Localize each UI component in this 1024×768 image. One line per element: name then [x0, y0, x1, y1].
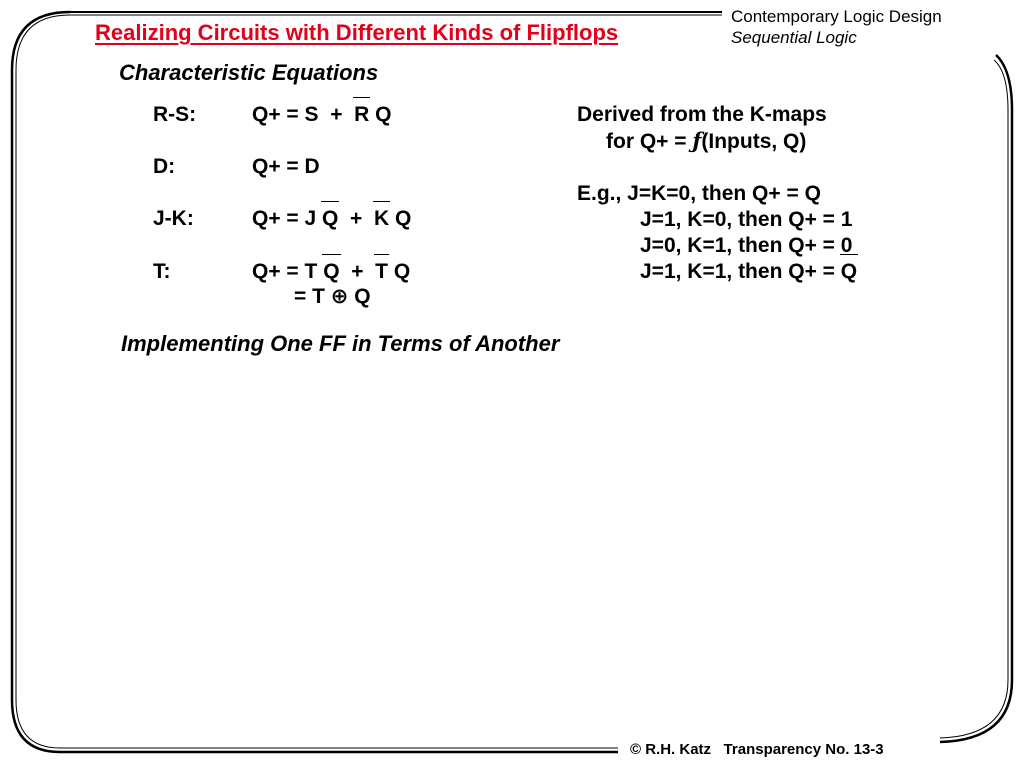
equation-label-jk: J-K: — [153, 207, 194, 230]
equation-jk-part: Q — [389, 207, 412, 230]
equation-jk-part: Q+ = J — [252, 207, 323, 230]
equation-rs-part: Q — [369, 103, 392, 126]
header-info — [731, 6, 942, 48]
equation-d: Q+ = D — [252, 155, 320, 178]
example-line-4-q-complement: Q — [840, 260, 858, 283]
equation-t-q-complement: Q — [323, 260, 340, 283]
equation-jk-part: + — [338, 207, 374, 230]
equation-label-rs: R-S: — [153, 103, 197, 126]
derived-function-suffix: (Inputs, Q) — [701, 130, 807, 153]
derived-function — [606, 128, 806, 155]
example-line-4 — [640, 259, 857, 285]
equation-rs-part: Q+ = S + — [252, 103, 355, 126]
example-line-1: E.g., J=K=0, then Q+ = Q — [577, 182, 821, 205]
topic-name: Sequential Logic — [731, 28, 857, 47]
equation-t — [252, 259, 410, 285]
equation-rs — [252, 102, 391, 128]
equation-t-part: + — [339, 260, 376, 283]
section-heading-characteristic: Characteristic Equations — [119, 60, 379, 85]
equation-jk — [252, 206, 411, 232]
equation-t-xor-part: Q — [348, 285, 371, 308]
function-symbol: ƒ — [692, 128, 702, 153]
derived-text: Derived from the K-maps — [577, 103, 827, 126]
section-heading-implementing: Implementing One FF in Terms of Another — [121, 331, 560, 356]
slide-title: Realizing Circuits with Different Kinds of Flipflops — [95, 20, 619, 45]
equation-t-part: Q — [387, 260, 411, 283]
equation-t-xor — [294, 284, 371, 310]
example-line-3: J=0, K=1, then Q+ = 0 — [640, 234, 853, 257]
equation-label-t: T: — [153, 260, 171, 283]
equation-label-d: D: — [153, 155, 176, 178]
equation-t-part: Q+ = T — [252, 260, 324, 283]
example-line-4-prefix: J=1, K=1, then Q+ = — [640, 260, 841, 283]
course-name: Contemporary Logic Design — [731, 7, 942, 26]
equation-t-t-complement: T — [375, 260, 388, 283]
footer-credit: © R.H. Katz Transparency No. 13-3 — [630, 741, 884, 758]
example-line-2: J=1, K=0, then Q+ = 1 — [640, 208, 853, 231]
xor-symbol: ⊕ — [330, 285, 349, 308]
equation-rs-r-complement: R — [354, 103, 370, 126]
equation-jk-k-complement: K — [374, 207, 390, 230]
equation-t-xor-part: = T — [294, 285, 331, 308]
derived-function-prefix: for Q+ = — [606, 130, 693, 153]
equation-jk-q-complement: Q — [322, 207, 339, 230]
